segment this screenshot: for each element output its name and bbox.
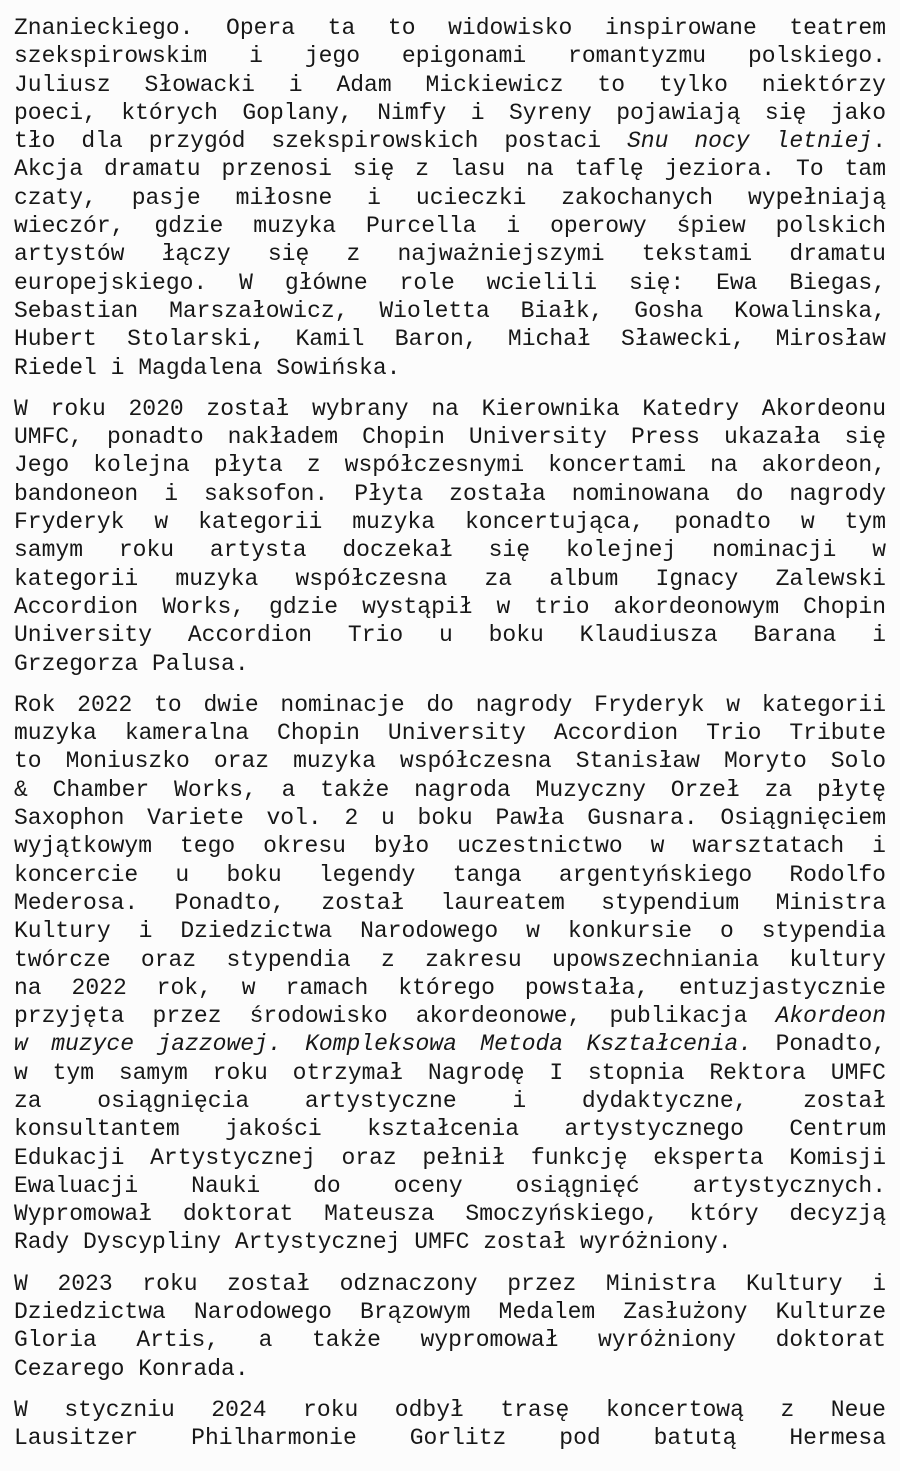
text-segment: przyjęta przez środowisko akordeonowe, publikacja [14,1003,776,1030]
text-line [14,804,886,832]
text-segment: Juliusz Słowacki i Adam Mickiewicz to tylko niektórzy [14,71,886,98]
text-line [14,451,886,479]
text-line [14,395,886,423]
text-segment: W styczniu 2024 roku odbył trasę koncertową z Neue [14,1396,886,1423]
text-line [14,42,886,70]
text-line [14,974,886,1002]
text-line [14,832,886,860]
text-segment: Gloria Artis, a także wypromował wyróżniony doktorat [14,1327,886,1354]
italic-text-segment: Snu nocy letniej [626,128,873,155]
text-segment: tło dla przygód szekspirowskich postaci [14,128,627,155]
text-line [14,1424,886,1452]
text-segment: Ewaluacji Nauki do oceny osiągnięć artystycznych. [14,1172,886,1199]
paragraph [14,1396,886,1453]
text-line [14,861,886,889]
text-line [14,1115,886,1143]
text-line [14,1355,886,1383]
text-line [14,1002,886,1030]
text-line [14,297,886,325]
text-segment: bandoneon i saksofon. Płyta została nominowana do nagrody [14,480,886,507]
paragraph [14,691,886,1257]
text-line [14,565,886,593]
text-segment: w tym samym roku otrzymał Nagrodę I stopnia Rektora UMFC [14,1059,886,1086]
text-line [14,212,886,240]
text-line [14,593,886,621]
text-line [14,155,886,183]
text-line [14,354,886,382]
text-segment: & Chamber Works, a także nagroda Muzyczny Orzeł za płytę [14,776,886,803]
text-line [14,14,886,42]
text-segment: kategorii muzyka współczesna za album Ignacy Zalewski [14,565,886,592]
text-line [14,536,886,564]
text-line [14,325,886,353]
text-segment: czaty, pasje miłosne i ucieczki zakochanych wypełniają [14,184,886,211]
text-segment: wyjątkowym tego okresu było uczestnictwo w warsztatach i [14,833,886,860]
text-segment: Kultury i Dziedzictwa Narodowego w konkursie o stypendia [14,918,886,945]
text-line [14,184,886,212]
italic-text-segment: w muzyce jazzowej. Kompleksowa Metoda Kształcenia. [14,1031,753,1058]
text-line [14,1059,886,1087]
text-segment: Riedel i Magdalena Sowińska. [14,354,401,381]
text-segment: samym roku artysta doczekał się kolejnej nominacji w [14,537,886,564]
text-line [14,99,886,127]
text-line [14,480,886,508]
text-segment: Lausitzer Philharmonie Gorlitz pod batutą Hermesa [14,1425,886,1452]
text-segment: Saxophon Variete vol. 2 u boku Pawła Gusnara. Osiągnięciem [14,805,886,832]
text-line [14,719,886,747]
text-segment: Jego kolejna płyta z współczesnymi koncertami na akordeon, [14,452,886,479]
text-segment: Sebastian Marszałowicz, Wioletta Białk, Gosha Kowalinska, [14,297,886,324]
text-line [14,1144,886,1172]
text-segment: Akcja dramatu przenosi się z lasu na taflę jeziora. To tam [14,156,886,183]
text-segment: koncercie u boku legendy tanga argentyńskiego Rodolfo [14,861,886,888]
text-line [14,1396,886,1424]
text-segment: wieczór, gdzie muzyka Purcella i operowy śpiew polskich [14,213,886,240]
text-segment: europejskiego. W główne role wcielili się: Ewa Biegas, [14,269,886,296]
text-segment: Rady Dyscypliny Artystycznej UMFC został wyróżniony. [14,1229,732,1256]
text-line [14,1298,886,1326]
text-segment: W roku 2020 został wybrany na Kierownika Katedry Akordeonu [14,395,886,422]
text-line [14,127,886,155]
text-segment: Wypromował doktorat Mateusza Smoczyńskiego, który decyzją [14,1201,886,1228]
text-segment: muzyka kameralna Chopin University Accordion Trio Tribute [14,720,886,747]
text-segment: szekspirowskim i jego epigonami romantyzmu polskiego. [14,43,886,70]
text-line [14,508,886,536]
text-line [14,691,886,719]
text-line [14,240,886,268]
document-text [14,14,886,1453]
text-line [14,1270,886,1298]
text-line [14,1030,886,1058]
text-line [14,1172,886,1200]
text-segment: Fryderyk w kategorii muzyka koncertująca, ponadto w tym [14,509,886,536]
text-segment: za osiągnięcia artystyczne i dydaktyczne, został [14,1087,886,1114]
text-segment: artystów łączy się z najważniejszymi tekstami dramatu [14,241,886,268]
text-segment: na 2022 rok, w ramach którego powstała, entuzjastycznie [14,974,886,1001]
text-segment: University Accordion Trio u boku Klaudiusza Barana i [14,622,886,649]
text-segment: konsultantem jakości kształcenia artystycznego Centrum [14,1116,886,1143]
text-segment: Znanieckiego. Opera ta to widowisko inspirowane teatrem [14,15,886,41]
text-segment: Accordion Works, gdzie wystąpił w trio akordeonowym Chopin [14,593,886,620]
italic-text-segment: Akordeon [775,1003,886,1030]
text-line [14,1228,886,1256]
paragraph [14,1270,886,1383]
text-line [14,889,886,917]
text-line [14,1326,886,1354]
text-segment: Cezarego Konrada. [14,1355,249,1382]
text-segment: Grzegorza Palusa. [14,650,249,677]
text-segment: Hubert Stolarski, Kamil Baron, Michał Sławecki, Mirosław [14,326,886,353]
text-segment: UMFC, ponadto nakładem Chopin University Press ukazała się [14,424,886,451]
text-segment: twórcze oraz stypendia z zakresu upowszechniania kultury [14,946,886,973]
text-line [14,423,886,451]
text-line [14,1087,886,1115]
text-segment: Mederosa. Ponadto, został laureatem stypendium Ministra [14,889,886,916]
text-line [14,776,886,804]
text-segment: Edukacji Artystycznej oraz pełnił funkcję eksperta Komisji [14,1144,886,1171]
text-line [14,917,886,945]
text-segment: poeci, których Goplany, Nimfy i Syreny pojawiają się jako [14,99,886,126]
text-line [14,71,886,99]
text-line [14,621,886,649]
text-line [14,747,886,775]
text-segment: Ponadto, [752,1031,886,1058]
text-line [14,1200,886,1228]
text-line [14,946,886,974]
text-line [14,650,886,678]
paragraph [14,395,886,678]
paragraph [14,14,886,382]
text-line [14,269,886,297]
text-segment: . [872,128,886,155]
text-segment: Dziedzictwa Narodowego Brązowym Medalem Zasłużony Kulturze [14,1299,886,1326]
text-segment: W 2023 roku został odznaczony przez Ministra Kultury i [14,1270,886,1297]
text-segment: to Moniuszko oraz muzyka współczesna Stanisław Moryto Solo [14,748,886,775]
text-segment: Rok 2022 to dwie nominacje do nagrody Fryderyk w kategorii [14,691,886,718]
